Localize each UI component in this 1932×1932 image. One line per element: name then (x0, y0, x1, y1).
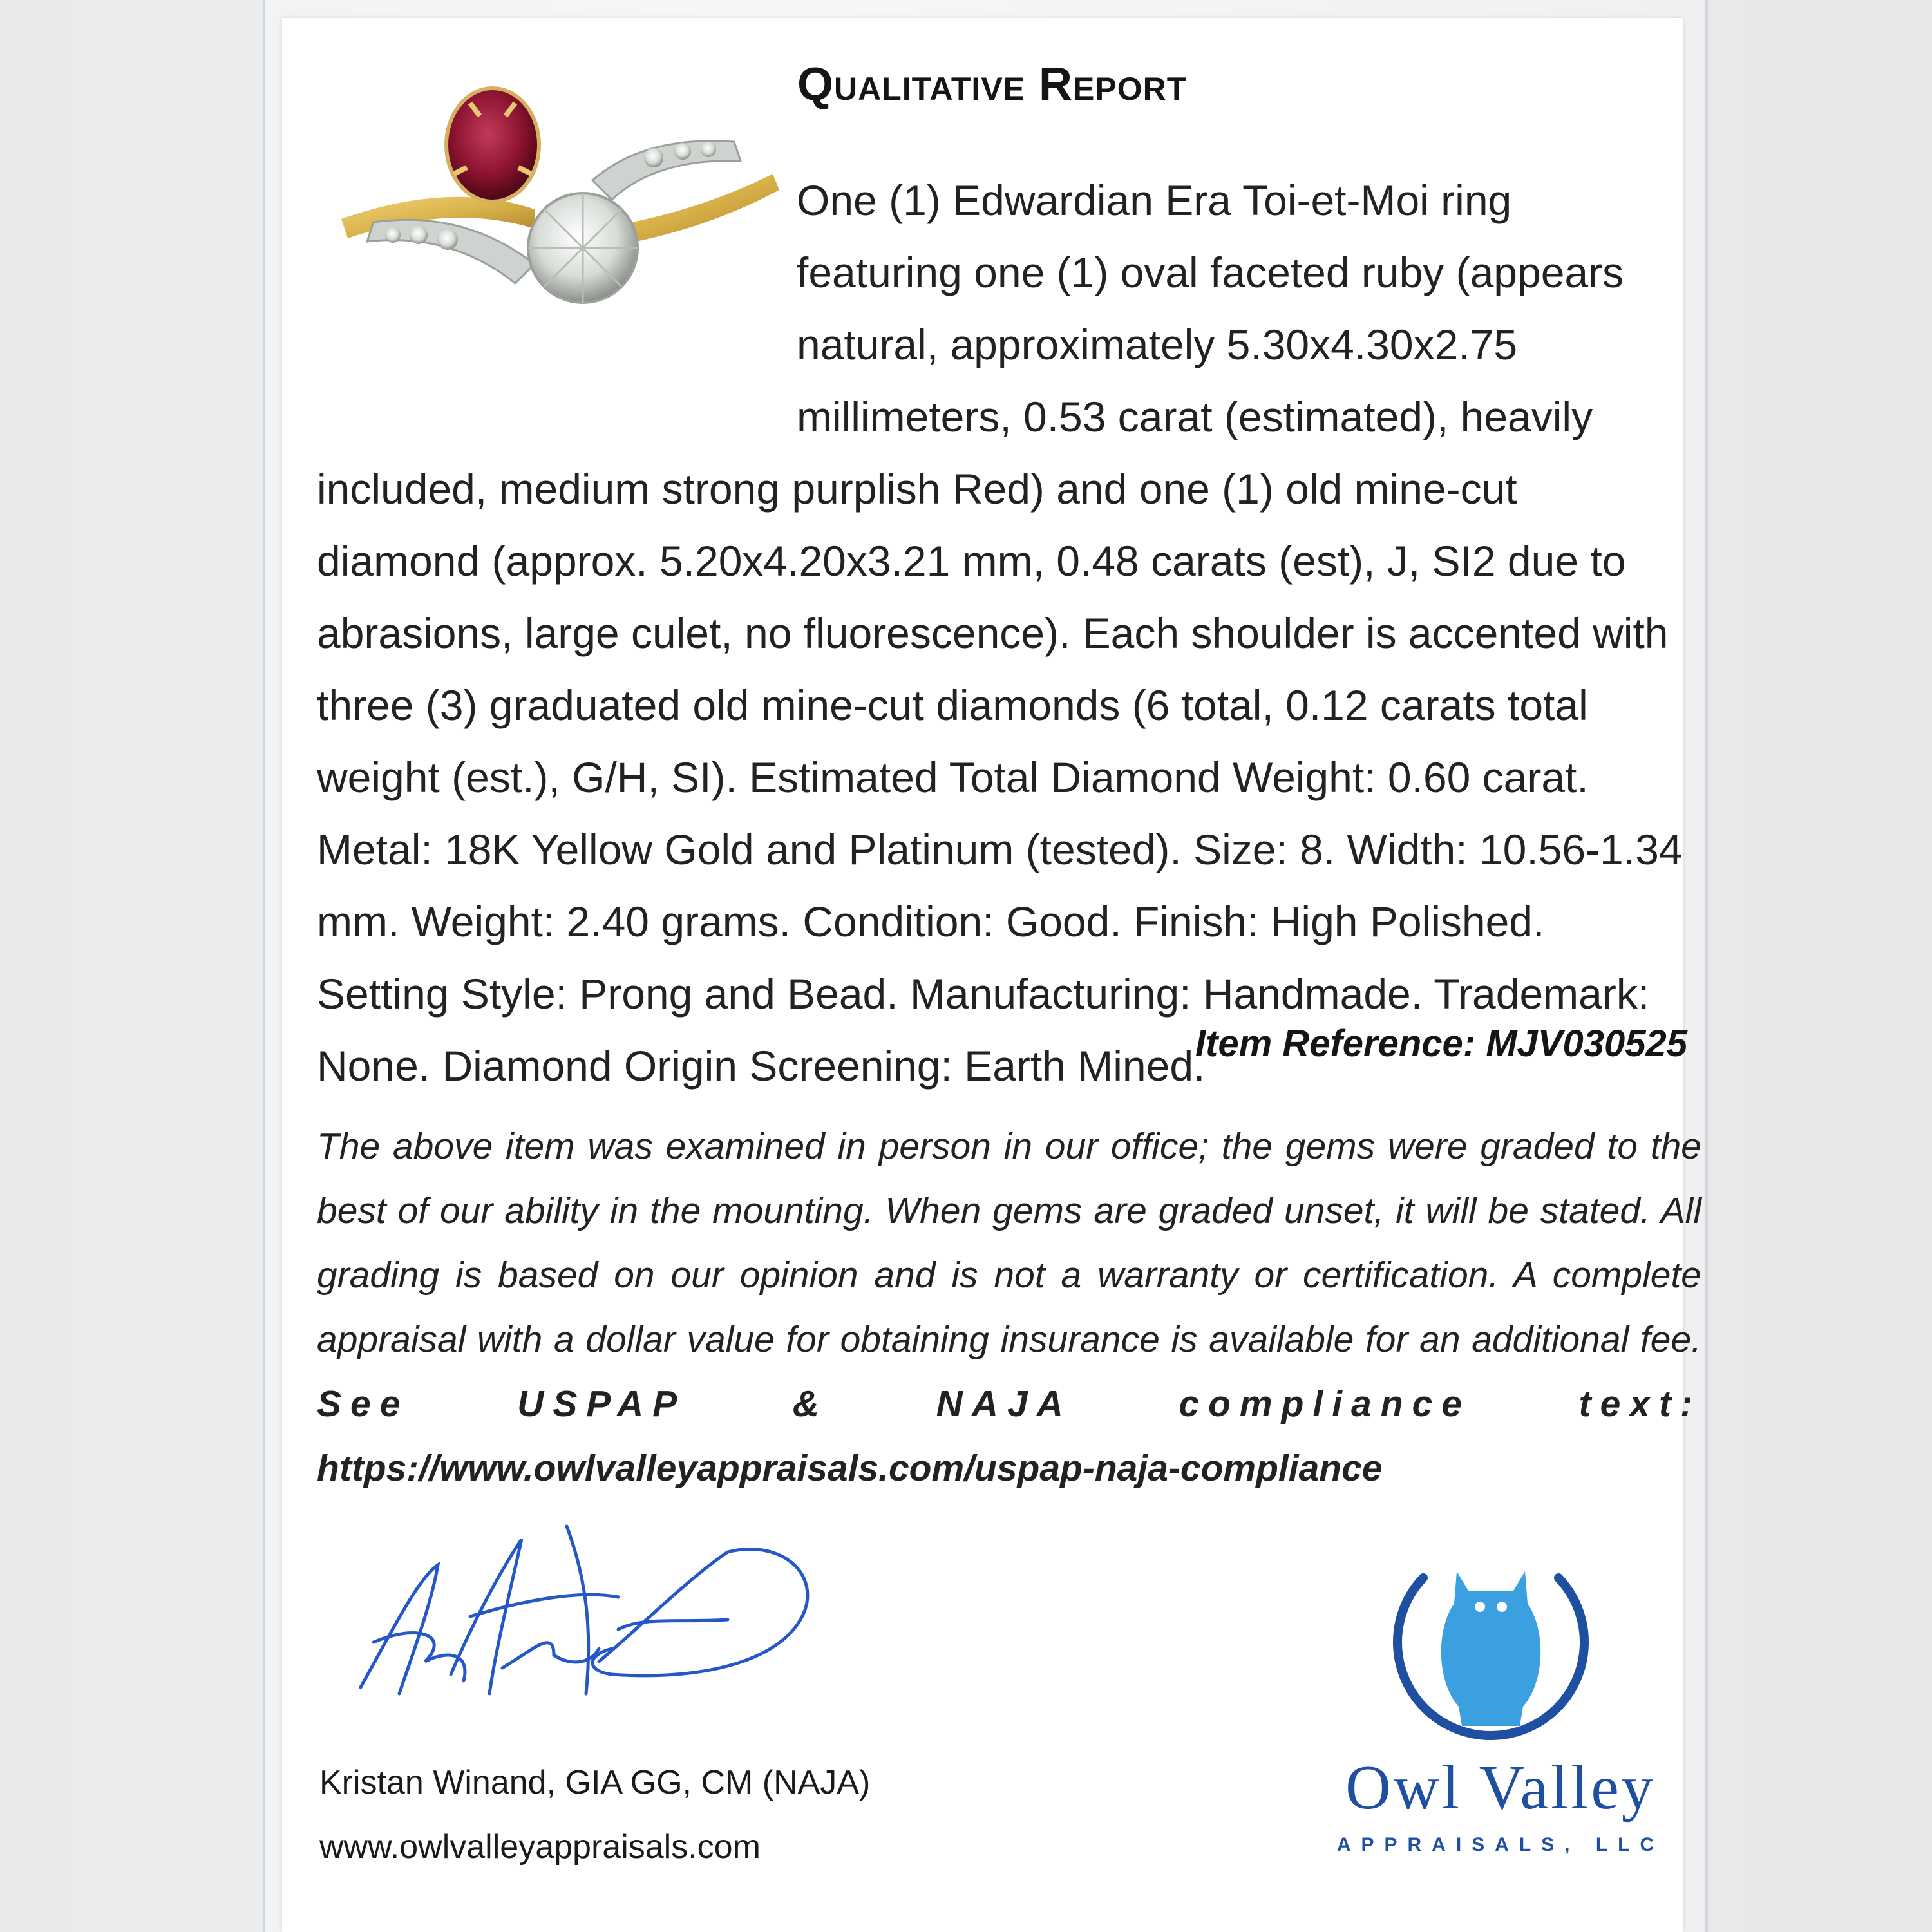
disclaimer (317, 1114, 1701, 1501)
disclaimer-text: The above item was examined in person in our office; the gems were graded to the best of our ability in the mounting. When gems are graded unset, it will be stated. All grading is based on our opinion and is not a warranty or certification. A complete appraisal with a dollar value for obtaining insurance is available for an additional fee. (317, 1126, 1701, 1360)
owl-logo-icon (1385, 1533, 1597, 1758)
website-link[interactable]: www.owlvalleyappraisals.com (319, 1828, 761, 1866)
item-reference: Item Reference: MJV030525 (1195, 1023, 1687, 1065)
brand-name: Owl Valley (1345, 1753, 1656, 1823)
brand-subtitle: APPRAISALS, LLC (1336, 1834, 1665, 1855)
description-text: One (1) Edwardian Era Toi-et-Moi ring featuring one (1) oval faceted ruby (appears natural, approximately 5.30x4.30x2.75 millimeters, 0.53 carat (estimated), heavily included, medium strong purplish Red) and one (1) old mine-cut diamond (approx. 5.20x4.20x3.21 mm, 0.48 carats (est), J, SI2 due to abrasions, large culet, no fluorescence). Each shoulder is accented with three (3) graduated old mine-cut diamonds (6 total, 0.12 carats total weight (est.), G/H, SI). Estimated Total Diamond Weight: 0.60 carat. Metal: 18K Yellow Gold and Platinum (tested). Size: 8. Width: 10.56-1.34 mm. Weight: 2.40 grams. Condition: Good. Finish: High Polished. Setting Style: Prong and Bead. Manufacturing: Handmade. Trademark: None. Diamond Origin Screening: Earth Mined. (317, 176, 1683, 1090)
compliance-link[interactable]: https://www.owlvalleyappraisals.com/uspap-naja-compliance (317, 1448, 1383, 1489)
signer-name: Kristan Winand, GIA GG, CM (NAJA) (319, 1764, 871, 1801)
image-float-spacer (317, 164, 797, 386)
report-description (317, 164, 1689, 1102)
compliance-label: See USPAP & NAJA compliance text: (317, 1383, 1701, 1425)
report-title: Qualitative Report (797, 59, 1188, 110)
signature (341, 1501, 844, 1732)
